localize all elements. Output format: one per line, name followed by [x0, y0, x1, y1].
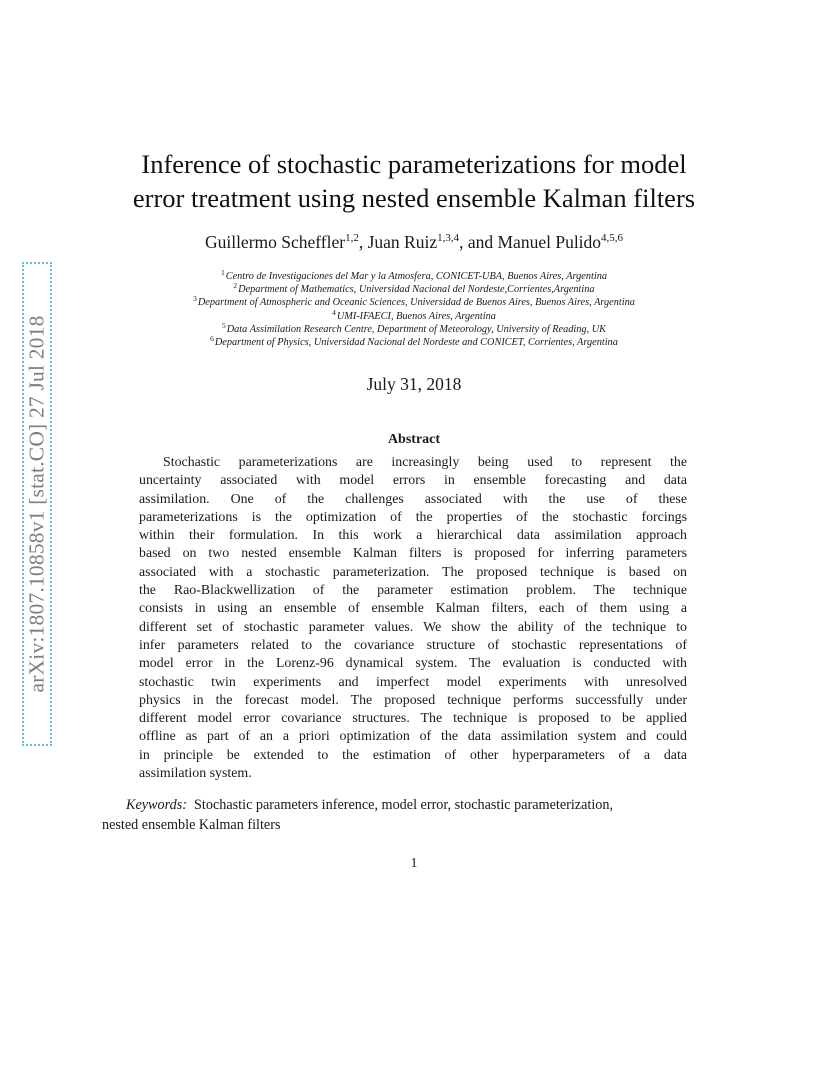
abstract-line: associated with a stochastic parameterization. The proposed technique is based on: [139, 564, 687, 580]
abstract-line: the Rao-Blackwellization of the parameter estimation problem. The technique: [139, 583, 687, 599]
abstract-heading: Abstract: [387, 432, 441, 447]
keywords-text: Stochastic parameters inference, model error, stochastic parameterization,: [194, 797, 614, 813]
abstract-line: within their formulation. In this work a hierarchical data assimilation approach: [139, 528, 687, 544]
abstract-line: infer parameters related to the covariance structure of stochastic representations of: [139, 637, 687, 653]
abstract-line: in principle be extended to the estimation of other hyperparameters of a data: [139, 747, 687, 763]
page-number: 1: [410, 856, 418, 871]
abstract-line: different model error covariance structures. The technique is proposed to be applied: [139, 711, 687, 727]
affiliation-item: [0, 307, 828, 323]
author-separator: , and: [459, 232, 498, 252]
affiliation-text: Department of Atmospheric and Oceanic Sciences, Universidad de Buenos Aires, Buenos Aires, Argentina: [197, 297, 635, 309]
abstract-line: model error in the Lorenz-96 dynamical system. The evaluation is conducted with: [139, 656, 687, 672]
affiliation-text: Department of Mathematics, Universidad Nacional del Nordeste,Corrientes,Argentina: [238, 284, 595, 296]
affiliation-text: Centro de Investigaciones del Mar y la Atmosfera, CONICET-UBA, Buenos Aires, Argentina: [225, 271, 608, 282]
title-line-2: error treatment using nested ensemble Kalman filters: [132, 183, 696, 213]
author-affiliation-marks: 4,5,6: [601, 232, 624, 244]
affiliation-item: [0, 296, 828, 309]
author-name: Manuel Pulido: [497, 232, 602, 252]
affiliation-number: 4: [332, 307, 336, 317]
author-name: Guillermo Scheffler: [204, 232, 346, 252]
affiliation-number: 3: [193, 294, 197, 304]
abstract-line: based on two nested ensemble Kalman filters is proposed for inferring parameters: [139, 546, 687, 562]
publication-date: July 31, 2018: [366, 374, 462, 394]
author-affiliation-marks: 1,3,4: [437, 232, 460, 244]
affiliation-item: [0, 320, 828, 336]
affiliation-text: UMI-IFAECI, Buenos Aires, Argentina: [336, 310, 496, 322]
abstract-line: physics in the forecast model. The proposed technique performs successfully under: [139, 692, 687, 708]
keywords-text-continued: nested ensemble Kalman filters: [102, 817, 281, 833]
title-line-1: Inference of stochastic parameterizations for model: [141, 149, 687, 179]
affiliation-number: 2: [233, 281, 238, 291]
affiliation-number: 1: [220, 268, 225, 277]
affiliation-text: Data Assimilation Research Centre, Department of Meteorology, University of Reading, UK: [226, 323, 607, 335]
affiliation-number: 5: [221, 320, 226, 330]
affiliation-item: [0, 283, 828, 296]
abstract-line: stochastic twin experiments and imperfect model experiments with unresolved: [139, 674, 687, 690]
affiliation-list: [0, 270, 828, 349]
abstract-line: assimilation system.: [139, 766, 252, 782]
abstract-line: consists in using an ensemble of ensemble Kalman filters, each of them using a: [139, 601, 687, 617]
abstract-line: Stochastic parameterizations are increasingly being used to represent the: [163, 455, 687, 470]
author-affiliation-marks: 1,2: [345, 232, 359, 244]
keywords-label: Keywords:: [126, 797, 187, 813]
author-name: Juan Ruiz: [367, 232, 438, 252]
abstract-line: parameterizations is the optimization of the properties of the stochastic forcings: [139, 509, 687, 525]
paper-title: [0, 147, 828, 215]
abstract-line: different set of stochastic parameter values. We show the ability of the technique to: [139, 619, 687, 635]
abstract-line: assimilation. One of the challenges associated with the use of these: [139, 491, 687, 507]
author-list: [0, 232, 828, 253]
keywords: [102, 795, 726, 835]
abstract-body: [139, 454, 687, 783]
author-separator: ,: [358, 232, 368, 252]
abstract-line: offline as part of an a priori optimization of the data assimilation system and could: [139, 729, 687, 745]
abstract-line: uncertainty associated with model errors in ensemble forecasting and data: [139, 473, 687, 489]
affiliation-number: 6: [210, 334, 214, 344]
arxiv-identifier: arXiv:1807.10858v1 [stat.CO] 27 Jul 2018: [24, 315, 49, 693]
affiliation-item: [0, 336, 828, 349]
affiliation-text: Department of Physics, Universidad Nacional del Nordeste and CONICET, Corrientes, Argentina: [214, 337, 618, 349]
affiliation-item: [0, 270, 828, 283]
